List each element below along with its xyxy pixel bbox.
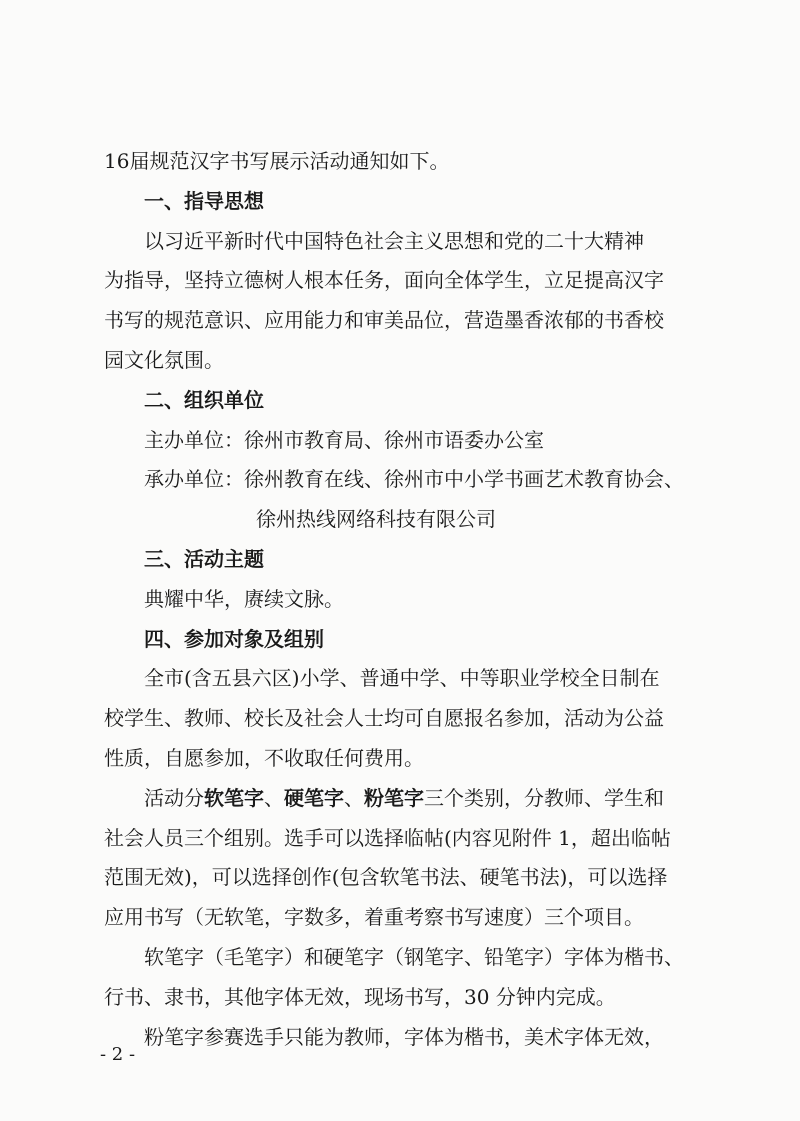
text-line: 校学生、教师、校长及社会人士均可自愿报名参加，活动为公益 xyxy=(104,706,664,731)
text-line: 16届规范汉字书写展示活动通知如下。 xyxy=(104,149,450,173)
text-line: 全市(含五县六区)小学、普通中学、中等职业学校全日制在 xyxy=(144,666,660,691)
text-line: 社会人员三个组别。选手可以选择临帖(内容见附件 1，超出临帖 xyxy=(104,825,671,850)
text-line: 性质，自愿参加，不收取任何费用。 xyxy=(104,745,424,770)
section-heading: 四、参加对象及组别 xyxy=(144,626,324,651)
text-line: 软笔字（毛笔字）和硬笔字（钢笔字、铅笔字）字体为楷书、 xyxy=(144,944,684,969)
text-segment: 、 xyxy=(264,785,284,810)
text-line: 典耀中华，赓续文脉。 xyxy=(144,586,344,611)
section-heading: 一、指导思想 xyxy=(144,188,264,213)
text-line: 徐州热线网络科技有限公司 xyxy=(256,507,496,532)
text-segment: 三个类别，分教师、学生和 xyxy=(424,785,664,810)
page-number: - 2 - xyxy=(100,1044,136,1065)
text-line: 为指导，坚持立德树人根本任务，面向全体学生，立足提高汉字 xyxy=(104,268,664,293)
text-line: 以习近平新时代中国特色社会主义思想和党的二十大精神 xyxy=(144,228,644,253)
text-line: 承办单位：徐州教育在线、徐州市中小学书画艺术教育协会、 xyxy=(144,467,684,492)
bold-text: 硬笔字 xyxy=(284,785,344,810)
section-heading: 二、组织单位 xyxy=(144,387,264,412)
text-line-mixed xyxy=(104,779,724,819)
text-line: 粉笔字参赛选手只能为教师，字体为楷书，美术字体无效， xyxy=(144,1024,664,1049)
text-line: 主办单位：徐州市教育局、徐州市语委办公室 xyxy=(144,427,544,452)
section-heading: 三、活动主题 xyxy=(144,546,264,571)
text-segment: 活动分 xyxy=(144,785,204,810)
text-line: 书写的规范意识、应用能力和审美品位，营造墨香浓郁的书香校 xyxy=(104,308,664,333)
text-line: 应用书写（无软笔，字数多，着重考察书写速度）三个项目。 xyxy=(104,905,644,930)
text-segment: 、 xyxy=(344,785,364,810)
text-line: 范围无效)，可以选择创作(包含软笔书法、硬笔书法)，可以选择 xyxy=(104,865,668,890)
bold-text: 粉笔字 xyxy=(364,785,424,810)
bold-text: 软笔字 xyxy=(204,785,264,810)
text-line: 园文化氛围。 xyxy=(104,347,224,372)
text-line: 行书、隶书，其他字体无效，现场书写，30 分钟内完成。 xyxy=(104,984,616,1009)
body-text xyxy=(104,142,724,1057)
